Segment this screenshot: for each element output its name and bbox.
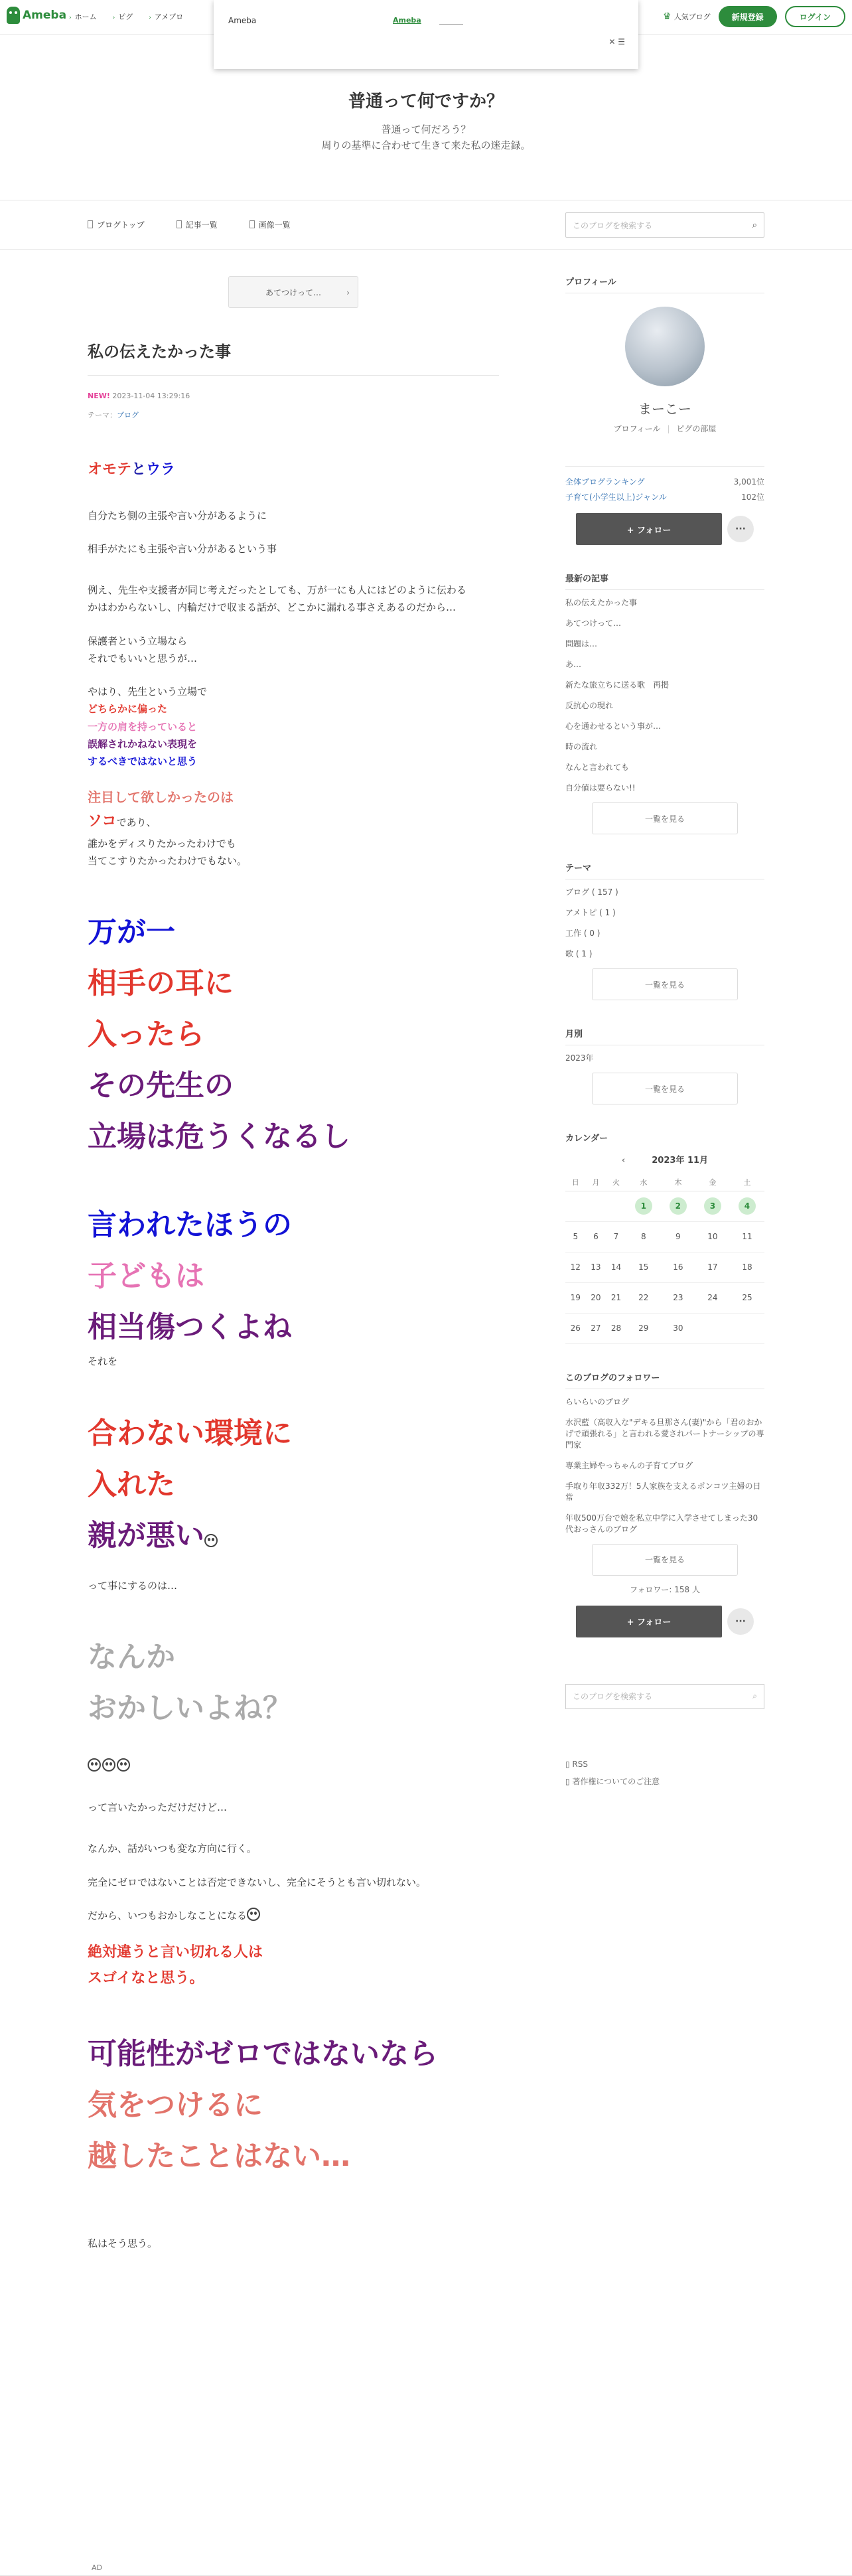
recent-entry-link[interactable]: 自分値は要らない!! <box>565 783 636 793</box>
paragraph: って事にするのは… <box>88 1579 178 1592</box>
blog-search-input[interactable]: このブログを検索する ⌕ <box>565 212 764 238</box>
chevron-right-icon: › <box>346 288 350 297</box>
paragraph: それでもいいと思うが… <box>88 652 198 664</box>
entry-meta <box>88 392 499 400</box>
blog-subtitle-1: 普通って何だろう？ <box>381 123 471 135</box>
followers-all-button[interactable]: 一覧を見る <box>592 1544 738 1576</box>
large-heading: なんか <box>88 1639 175 1674</box>
large-heading: 可能性がゼロではないなら <box>88 2037 438 2071</box>
genre-ranking-value: 102位 <box>741 492 764 502</box>
monthly-all-button[interactable]: 一覧を見る <box>592 1073 738 1104</box>
chevron-right-icon: › <box>149 15 151 21</box>
recent-entry-link[interactable]: 問題は… <box>565 639 598 648</box>
overall-ranking-value: 3,001位 <box>733 477 764 487</box>
paragraph: やはり、先生という立場で <box>88 686 208 698</box>
global-nav <box>69 11 183 22</box>
paragraph: 保護者という立場なら <box>88 635 188 647</box>
entry-body <box>88 457 499 2252</box>
recent-entry-link[interactable]: あてつけって… <box>565 619 622 628</box>
monthly-section <box>565 1027 764 1104</box>
blog-nav <box>0 200 852 250</box>
more-options-button[interactable]: ··· <box>727 1608 754 1635</box>
omote-ura-heading: オモテとウラ <box>88 461 176 478</box>
nav-pig[interactable]: › ピグ <box>112 13 133 21</box>
monthly-link[interactable]: 2023年 <box>565 1053 594 1063</box>
emphasis-text: 誤解されかねない表現を <box>88 737 198 750</box>
followers-section <box>565 1371 764 1637</box>
theme-all-button[interactable]: 一覧を見る <box>592 968 738 1000</box>
profile-name[interactable]: まーこー <box>638 401 691 417</box>
follower-count: フォロワー: 158 人 <box>630 1584 700 1594</box>
sidebar <box>565 275 764 1793</box>
large-heading: 合わない環境に <box>88 1416 292 1450</box>
followers-list <box>565 1396 764 1535</box>
paragraph: だから、いつもおかしなことになる <box>88 1907 499 1924</box>
avatar[interactable] <box>625 307 705 386</box>
emoji-row <box>88 1758 499 1775</box>
list-icon <box>177 220 182 228</box>
recent-entry-link[interactable]: 時の流れ <box>565 742 598 751</box>
follow-button[interactable]: + フォロー <box>576 513 722 545</box>
large-heading: 越したことはない… <box>88 2139 350 2173</box>
recent-entry-link[interactable]: 心を通わせるという事が… <box>565 721 662 731</box>
theme-link[interactable]: ブログ ( 157 ) <box>565 887 618 897</box>
ameba-logo-icon <box>7 7 20 24</box>
search-icon[interactable]: ⌕ <box>752 1691 757 1701</box>
paragraph: 相手がたにも主張や言い分があるという事 <box>88 542 277 555</box>
large-heading: 親が悪い <box>88 1510 499 1561</box>
entry-theme: テーマ：ブログ <box>88 411 139 419</box>
recent-entry-link[interactable]: 新たな旅立ちに送る歌 再掲 <box>565 680 670 690</box>
entry-datetime: 2023-11-04 13:29:16 <box>112 392 190 400</box>
theme-list <box>565 886 764 959</box>
chevron-right-icon: › <box>112 15 115 21</box>
recent-heading: 最新の記事 <box>565 571 764 590</box>
paragraph: ソコであり、 <box>88 813 157 830</box>
image-icon <box>249 220 255 228</box>
paragraph: 誰かをディスりたかったわけでも <box>88 837 236 850</box>
theme-link[interactable]: アメトピ ( 1 ) <box>565 908 616 917</box>
paragraph: 自分たち側の主張や言い分があるように <box>88 509 267 522</box>
paragraph: 私はそう思う。 <box>88 2237 158 2249</box>
chevron-left-icon[interactable]: ‹ <box>621 1156 626 1166</box>
emphasis-text: 絶対違うと言い切れる人は <box>88 1944 263 1961</box>
profile-link[interactable]: プロフィール <box>613 424 661 433</box>
calendar-table: 日 月 火 水 木 金 土 1 2 3 4 5 6 7 8 9 10 11 12 13 14 15 16 17 18 19 20 21 22 23 24 25 26 27 28 29 30 <box>565 1174 764 1344</box>
ranking <box>565 466 764 502</box>
large-heading: 立場は危うくなるし <box>88 1120 350 1154</box>
more-options-button[interactable]: ··· <box>727 516 754 542</box>
new-badge: NEW! <box>88 392 110 400</box>
global-header <box>0 0 852 46</box>
recent-all-button[interactable]: 一覧を見る <box>592 802 738 834</box>
recent-entry-link[interactable]: 反抗心の現れ <box>565 701 614 710</box>
emphasis-text: するべきではないと思う <box>88 755 198 767</box>
ad-popup-label: Ameba <box>228 16 257 25</box>
recent-list <box>565 597 764 793</box>
nav-entry-list[interactable]: 記事一覧 <box>177 219 218 230</box>
theme-link[interactable]: 工作 ( 0 ) <box>565 929 601 938</box>
paragraph: なんか、話がいつも変な方向に行く。 <box>88 1843 257 1855</box>
large-heading: 入れた <box>88 1467 175 1501</box>
sweat-face-icon <box>247 1908 260 1921</box>
calendar-day-link[interactable]: 2 <box>670 1197 687 1215</box>
overall-ranking-link[interactable]: 全体ブログランキング <box>565 477 645 487</box>
large-heading: 入ったら <box>88 1018 204 1052</box>
nav-home[interactable]: › ホーム <box>69 13 97 21</box>
follow-row-bottom <box>576 1606 764 1637</box>
large-heading: 万が一 <box>88 915 175 950</box>
rss-icon: ▯ <box>565 1759 573 1769</box>
profile-section <box>565 275 764 545</box>
emphasis-text: どちらかに偏った <box>88 703 168 716</box>
search-icon[interactable]: ⌕ <box>752 220 757 230</box>
calendar-section <box>565 1131 764 1344</box>
rss-link[interactable]: ▯ RSS <box>565 1759 588 1769</box>
nav-blog-top[interactable]: ブログトップ <box>88 219 145 230</box>
chevron-right-icon: › <box>69 15 72 21</box>
main-column <box>88 276 499 2252</box>
next-entry-button[interactable]: あてつけって… › <box>228 276 358 308</box>
ad-popup-link[interactable]: Ameba <box>393 16 421 25</box>
crying-face-icon <box>88 1758 101 1772</box>
theme-section <box>565 861 764 1000</box>
calendar-day-link[interactable]: 4 <box>739 1197 756 1215</box>
login-button[interactable]: ログイン <box>785 6 845 27</box>
profile-heading: プロフィール <box>565 275 764 293</box>
header-actions <box>663 6 845 27</box>
theme-heading: テーマ <box>565 861 764 879</box>
follower-link[interactable]: 年収500万台で娘を私立中学に入学させてしまった30代おっさんのブログ <box>565 1513 758 1534</box>
large-heading: おかしいよね？ <box>88 1691 292 1725</box>
theme-link[interactable]: ブログ <box>117 411 139 419</box>
sidebar-search-input[interactable]: このブログを検索する ⌕ <box>565 1684 764 1709</box>
popular-blog-link[interactable]: ♛ 人気ブログ <box>663 11 711 22</box>
paragraph: かはわからないし、内輪だけで収まる話が、どこかに漏れる事さえあるのだから… <box>88 601 457 614</box>
paragraph: 当てこすりたかったわけでもない。 <box>88 855 248 867</box>
logo-text: Ameba <box>23 9 67 22</box>
follow-button[interactable]: + フォロー <box>576 1606 722 1637</box>
rss-section <box>565 1760 764 1787</box>
blog-nav-items <box>88 219 291 230</box>
large-heading: 気をつけるに <box>88 2088 263 2122</box>
paragraph: それを <box>88 1355 118 1368</box>
large-heading: 子どもは <box>88 1259 204 1294</box>
blog-subtitle-2: 周りの基準に合わせて生きて来た私の迷走録。 <box>321 139 531 151</box>
follower-link[interactable]: 手取り年収332万！5人家族を支えるポンコツ主婦の日常 <box>565 1481 761 1502</box>
large-heading: その先生の <box>88 1069 234 1103</box>
emphasis-text: 一方の肩を持っていると <box>88 720 198 733</box>
large-heading: 相手の耳に <box>88 966 234 1001</box>
crying-face-icon <box>117 1758 130 1772</box>
signup-button[interactable]: 新規登録 <box>719 6 777 27</box>
large-heading: 言われたほうの <box>88 1208 292 1243</box>
recent-entry-link[interactable]: あ… <box>565 660 582 669</box>
ad-popup <box>214 0 638 69</box>
emphasis-text: 注目して欲しかったのは <box>88 789 234 806</box>
nav-ameblo[interactable]: › アメブロ <box>149 13 184 21</box>
emphasis-text: スゴイなと思う。 <box>88 1969 204 1987</box>
recent-entry-link[interactable]: なんと言われても <box>565 763 630 772</box>
genre-ranking-link[interactable]: 子育て(小学生以上)ジャンル <box>565 492 667 502</box>
ad-popup-divider <box>439 24 463 25</box>
calendar-day-link[interactable]: 3 <box>704 1197 721 1215</box>
nav-image-list[interactable]: 画像一覧 <box>249 219 291 230</box>
follow-row <box>576 513 764 545</box>
follower-link[interactable]: 水沢藍（高収入な"デキる旦那さん(妻)"から「君のおかげで頑張れる」と言われる愛されパートナーシップの専門家 <box>565 1417 764 1450</box>
ad-label: AD <box>92 2563 102 2572</box>
document-icon: ▯ <box>565 1776 573 1786</box>
calendar-heading: カレンダー <box>565 1134 608 1144</box>
crying-face-icon <box>102 1758 115 1772</box>
blog-title[interactable]: 普通って何ですか？ <box>348 92 504 112</box>
copyright-link[interactable]: ▯ 著作権についてのご注意 <box>565 1776 660 1786</box>
recent-entries-section <box>565 571 764 834</box>
crown-icon: ♛ <box>663 11 672 22</box>
calendar-day-link[interactable]: 1 <box>635 1197 652 1215</box>
recent-entry-link[interactable]: 私の伝えたかった事 <box>565 598 638 607</box>
monthly-list <box>565 1052 764 1063</box>
angry-face-icon <box>204 1534 218 1547</box>
paragraph: って言いたかっただけだけど… <box>88 1801 228 1813</box>
profile-links: プロフィール | ピグの部屋 <box>613 424 717 433</box>
entry-title[interactable]: 私の伝えたかった事 <box>88 339 499 376</box>
followers-heading: このブログのフォロワー <box>565 1371 764 1389</box>
paragraph: 完全にゼロではないことは否定できないし、完全にそうとも言い切れない。 <box>88 1876 427 1888</box>
sidebar-search <box>565 1684 764 1709</box>
pig-room-link[interactable]: ピグの部屋 <box>676 424 717 433</box>
monthly-heading: 月別 <box>565 1027 764 1045</box>
follower-link[interactable]: 専業主婦やっちゃんの子育てブログ <box>565 1460 693 1470</box>
theme-link[interactable]: 歌 ( 1 ) <box>565 949 593 958</box>
large-heading: 相当傷つくよね <box>88 1310 292 1345</box>
calendar-month: ‹ 2023年 11月 <box>621 1156 709 1166</box>
ameba-logo[interactable] <box>7 7 66 24</box>
paragraph: 例え、先生や支援者が同じ考えだったとしても、万が一にも人にはどのように伝わる <box>88 584 466 596</box>
ad-close-icon[interactable]: ✕ ☰ <box>608 37 625 46</box>
home-icon <box>88 220 93 228</box>
follower-link[interactable]: らいらいのブログ <box>565 1397 630 1406</box>
